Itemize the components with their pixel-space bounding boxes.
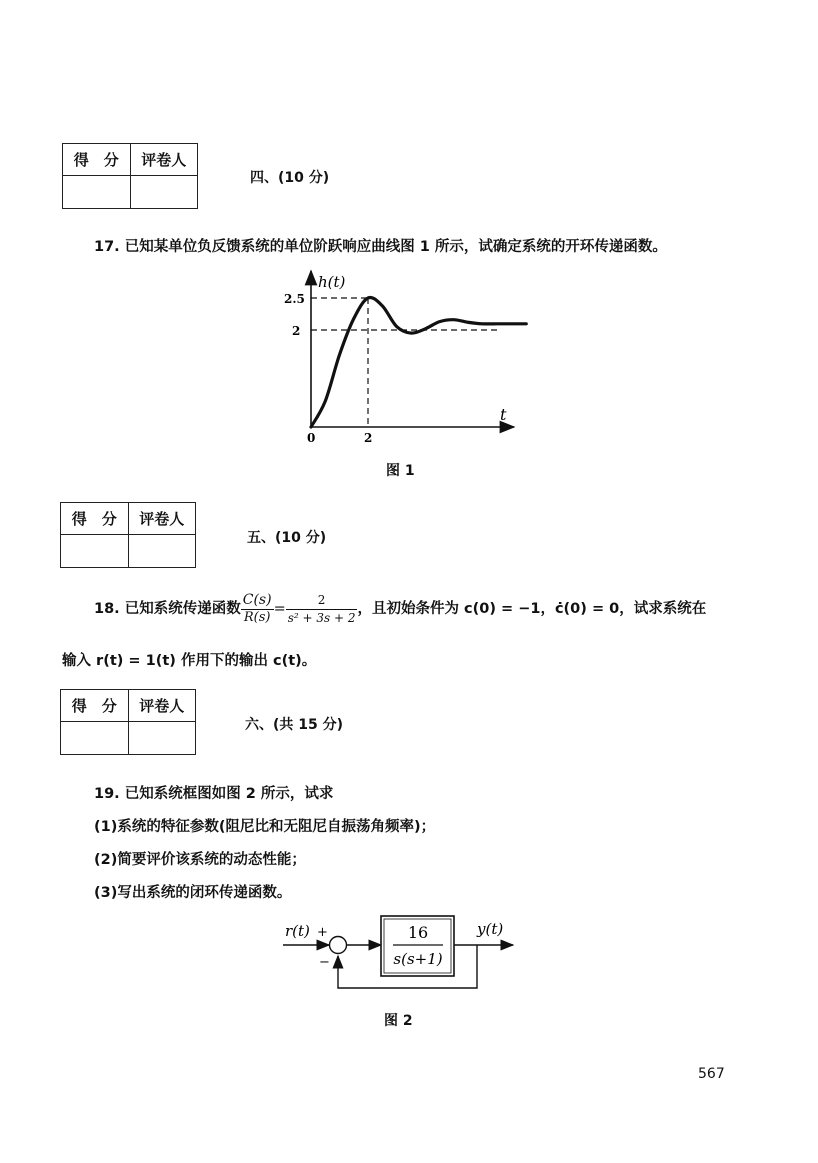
page-number: 567 — [698, 1066, 725, 1082]
rhs-denominator: s² + 3s + 2 — [287, 611, 356, 625]
grader-header: 评卷人 — [128, 503, 196, 535]
score-header: 得 分 — [61, 503, 129, 535]
transfer-function-fraction — [241, 592, 274, 626]
question-19-intro: 19. 已知系统框图如图 2 所示，试求 — [94, 786, 334, 802]
block-numerator: 16 — [407, 923, 429, 942]
grader-cell — [128, 535, 196, 568]
section-heading-4: 四、(10 分) — [250, 170, 330, 186]
question-17-text: 17. 已知某单位负反馈系统的单位阶跃响应曲线图 1 所示，试确定系统的开环传递函数。 — [94, 239, 667, 255]
question-18-suffix: ，且初始条件为 c(0) = −1，ċ(0) = 0，试求系统在 — [357, 601, 707, 617]
rhs-fraction — [286, 592, 358, 626]
question-19-part-3: (3)写出系统的闭环传递函数。 — [94, 885, 292, 901]
question-18-line-2: 输入 r(t) = 1(t) 作用下的输出 c(t)。 — [62, 653, 317, 669]
x-axis-label: t — [500, 405, 507, 424]
figure-2-caption: 图 2 — [384, 1013, 413, 1029]
score-cell — [61, 535, 129, 568]
section-heading-5: 五、(10 分) — [247, 530, 327, 546]
grader-cell — [130, 176, 198, 209]
equals-sign: = — [273, 601, 286, 617]
origin-label: 0 — [307, 431, 316, 445]
peak-time-label: 2 — [364, 431, 373, 445]
score-cell — [63, 176, 131, 209]
question-18-line-1 — [94, 592, 706, 626]
question-18-prefix: 18. 已知系统传递函数 — [94, 601, 241, 617]
score-table-3 — [60, 689, 196, 755]
output-label: y(t) — [477, 920, 504, 938]
steady-value-label: 2 — [292, 324, 301, 338]
peak-value-label: 2.5 — [284, 292, 305, 306]
question-19-part-1: (1)系统的特征参数(阻尼比和无阻尼自振荡角频率)； — [94, 819, 436, 835]
figure-1-caption: 图 1 — [386, 463, 415, 479]
section-heading-6: 六、(共 15 分) — [245, 717, 344, 733]
plus-sign: + — [317, 925, 328, 940]
figure-2-block-diagram — [275, 910, 535, 1010]
score-table-1 — [62, 143, 198, 209]
score-cell — [61, 722, 129, 755]
block-denominator: s(s+1) — [393, 950, 443, 968]
score-header: 得 分 — [63, 144, 131, 176]
minus-sign: − — [319, 955, 330, 970]
score-table-2 — [60, 502, 196, 568]
y-axis-label: h(t) — [318, 273, 346, 291]
grader-cell — [128, 722, 196, 755]
question-19-part-2: (2)简要评价该系统的动态性能； — [94, 852, 306, 868]
grader-header: 评卷人 — [128, 690, 196, 722]
grader-header: 评卷人 — [130, 144, 198, 176]
figure-1-step-response — [280, 265, 540, 450]
summing-junction — [330, 937, 347, 954]
score-header: 得 分 — [61, 690, 129, 722]
response-curve — [311, 297, 526, 427]
tf-denominator: R(s) — [243, 610, 271, 625]
tf-numerator: C(s) — [242, 592, 272, 608]
rhs-numerator: 2 — [286, 592, 358, 610]
input-label: r(t) — [285, 922, 310, 940]
